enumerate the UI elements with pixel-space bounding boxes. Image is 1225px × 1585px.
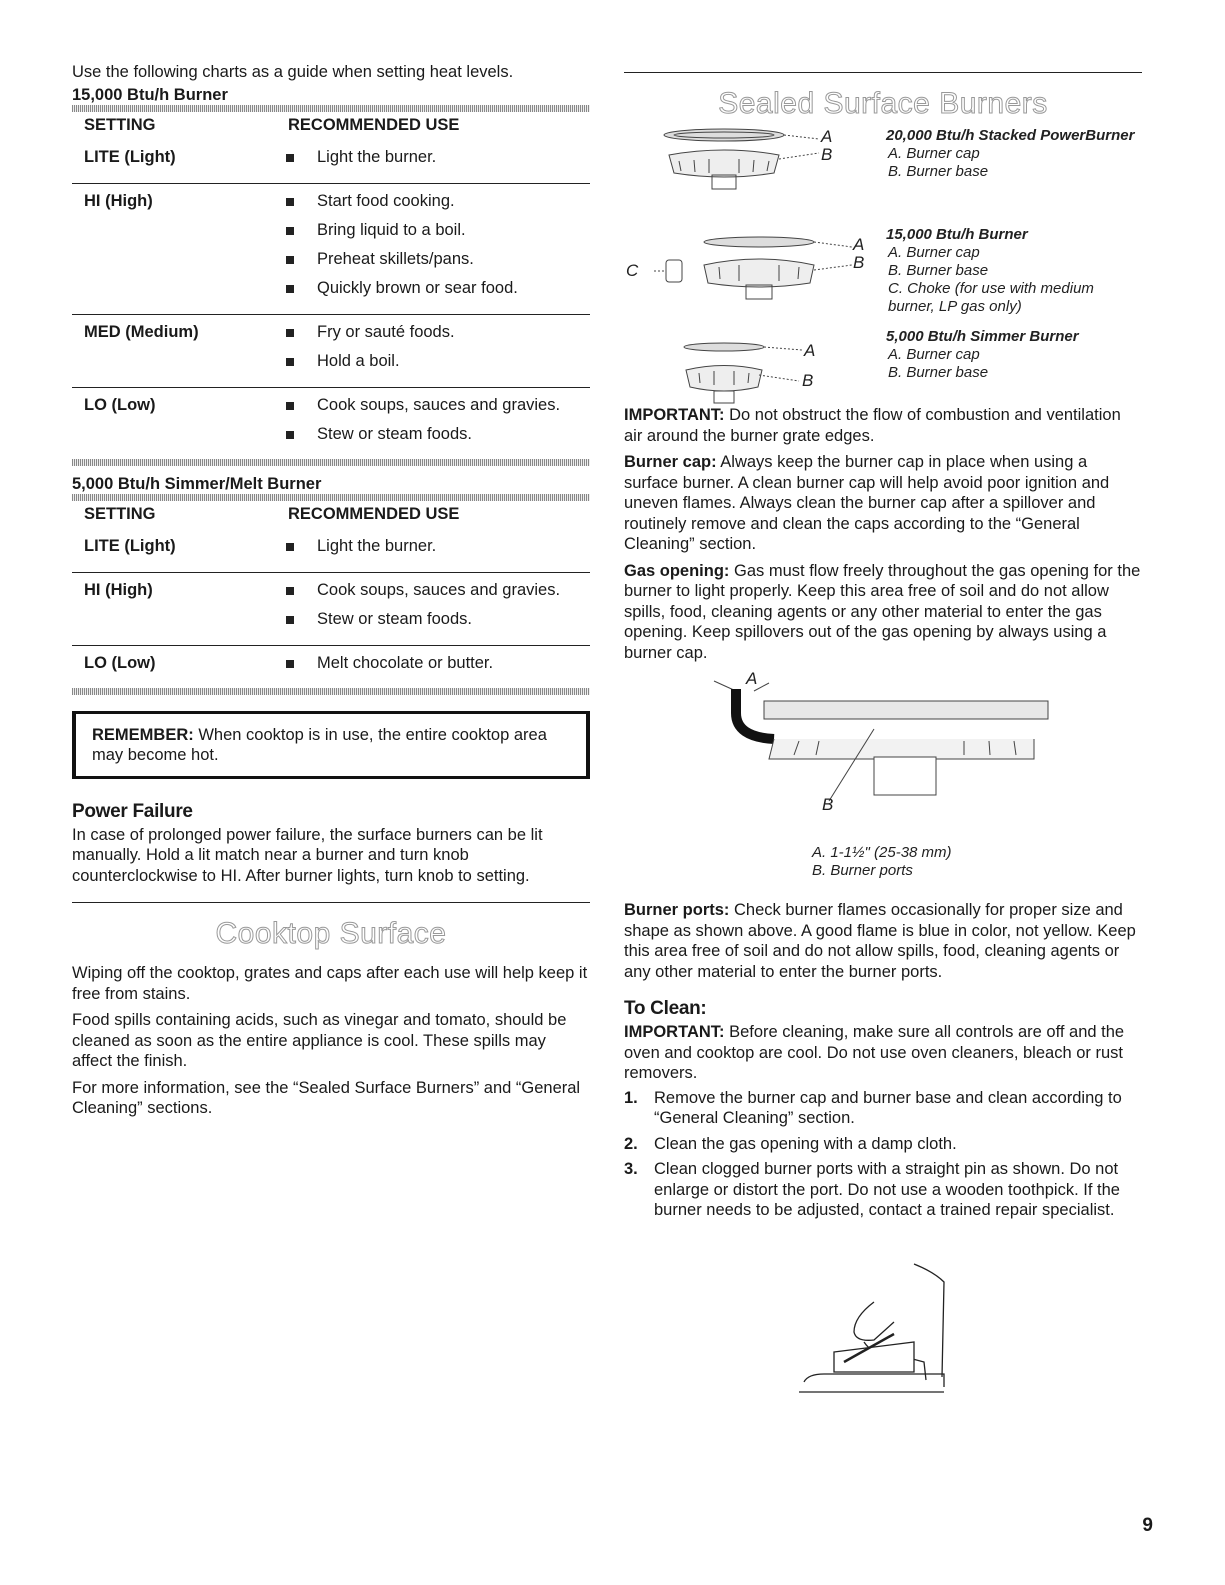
table-row bbox=[72, 387, 590, 460]
table-row bbox=[72, 645, 590, 689]
burner-cap-label: Burner cap: bbox=[624, 453, 717, 471]
heat-table-5000 bbox=[72, 501, 590, 689]
to-clean-important-text: Before cleaning, make sure all controls are off and the oven and cooktop are cool. Do not use oven cleaners, bleach or rust removers. bbox=[624, 1023, 1125, 1082]
left-column bbox=[72, 62, 590, 1125]
label-a: A bbox=[746, 669, 758, 688]
setting-cell: LITE (Light) bbox=[72, 529, 276, 573]
setting-cell: LO (Low) bbox=[84, 653, 156, 672]
uses-cell bbox=[276, 183, 590, 314]
power-failure-text: In case of prolonged power failure, the surface burners can be lit manually. Hold a lit match near a burner and turn knob counterclockwise to HI. After burner lights, turn knob to setting. bbox=[72, 825, 543, 885]
burner-ports-label: Burner ports: bbox=[624, 901, 730, 919]
bullet-icon bbox=[286, 587, 294, 595]
use-item bbox=[276, 148, 590, 177]
table1-title: 15,000 Btu/h Burner bbox=[72, 85, 228, 104]
burner1-caption bbox=[886, 127, 1136, 181]
simmer-burner-drawing bbox=[684, 343, 802, 403]
use-text: Hold a boil. bbox=[317, 351, 400, 370]
bullet-icon bbox=[286, 358, 294, 366]
page-number: 9 bbox=[1142, 1515, 1153, 1536]
use-item bbox=[276, 323, 590, 352]
table2-title: 5,000 Btu/h Simmer/Melt Burner bbox=[72, 474, 322, 493]
step-text: Remove the burner cap and burner base and clean according to “General Cleaning” section. bbox=[654, 1088, 1122, 1127]
setting-cell: MED (Medium) bbox=[72, 314, 276, 387]
label-b: B bbox=[821, 145, 833, 164]
label-c: C bbox=[626, 261, 639, 280]
ports-caption-a: A. 1-1½" (25-38 mm) bbox=[812, 844, 952, 861]
remember-text: When cooktop is in use, the entire cooktop area may become hot. bbox=[92, 725, 547, 764]
uses-cell bbox=[276, 645, 590, 689]
use-text: Bring liquid to a boil. bbox=[317, 220, 466, 239]
table-row bbox=[72, 572, 590, 645]
setting-cell: HI (High) bbox=[72, 572, 276, 645]
intro-text: Use the following charts as a guide when setting heat levels. bbox=[72, 63, 514, 81]
remember-callout bbox=[72, 711, 590, 779]
uses-cell bbox=[276, 529, 590, 573]
burner1-title: 20,000 Btu/h Stacked PowerBurner bbox=[886, 127, 1135, 144]
burner-ports-text: Check burner flames occasionally for proper size and shape as shown above. A good flame is blue in color, not yellow. Keep this area free of soil and do not allow spills, food, cleaning agents or any other material to enter the burner ports. bbox=[624, 901, 1136, 981]
use-item bbox=[276, 610, 590, 639]
use-text: Light the burner. bbox=[317, 147, 437, 166]
burner-diagram bbox=[624, 125, 1142, 425]
use-text: Quickly brown or sear food. bbox=[317, 278, 518, 297]
label-b: B bbox=[853, 253, 865, 272]
burner-illustration bbox=[624, 125, 904, 425]
table-hatch-rule bbox=[72, 494, 590, 501]
burner-ports-figure bbox=[624, 669, 1142, 844]
use-text: Stew or steam foods. bbox=[317, 424, 472, 443]
table-row bbox=[72, 140, 590, 184]
sealed-burners-heading: Sealed Surface Burners bbox=[718, 87, 1048, 120]
col-recommended-use: RECOMMENDED USE bbox=[288, 116, 460, 134]
setting-cell: LO (Low) bbox=[84, 395, 156, 414]
cooktop-paragraph-3: For more information, see the “Sealed Surface Burners” and “General Cleaning” sections. bbox=[72, 1078, 581, 1117]
bullet-icon bbox=[286, 285, 294, 293]
important-text: Do not obstruct the flow of combustion and ventilation air around the burner grate edges. bbox=[624, 406, 1121, 445]
uses-cell bbox=[276, 387, 590, 460]
col-recommended-use: RECOMMENDED USE bbox=[288, 505, 460, 523]
uses-cell bbox=[276, 572, 590, 645]
use-item bbox=[276, 654, 590, 683]
section-divider bbox=[72, 902, 590, 903]
use-text: Cook soups, sauces and gravies. bbox=[317, 395, 561, 414]
bullet-icon bbox=[286, 154, 294, 162]
burner-ports-drawing bbox=[624, 669, 1142, 809]
label-a: A bbox=[853, 235, 865, 254]
use-text: Fry or sauté foods. bbox=[317, 322, 455, 341]
gas-opening-label: Gas opening: bbox=[624, 561, 730, 580]
cleaning-step: 2. Clean the gas opening with a damp cloth. bbox=[624, 1134, 957, 1153]
burner1-cap-label: A. Burner cap bbox=[888, 145, 980, 162]
table-row bbox=[72, 183, 590, 314]
to-clean-heading: To Clean: bbox=[624, 998, 707, 1019]
section-divider bbox=[624, 72, 1142, 73]
setting-cell: HI (High) bbox=[72, 183, 276, 314]
step-text: Clean the gas opening with a damp cloth. bbox=[654, 1134, 957, 1153]
use-item bbox=[276, 396, 590, 425]
table-header bbox=[72, 501, 590, 529]
cooktop-paragraph-1: Wiping off the cooktop, grates and caps after each use will help keep it free from stains. bbox=[72, 964, 588, 1003]
use-item bbox=[276, 352, 590, 381]
use-item bbox=[276, 192, 590, 221]
cleaning-step: 1. Remove the burner cap and burner base and clean according to “General Cleaning” section. bbox=[624, 1088, 1142, 1129]
table-row bbox=[72, 529, 590, 573]
gas-opening-paragraph bbox=[624, 561, 1142, 664]
label-a: A bbox=[821, 127, 833, 146]
use-item bbox=[276, 425, 590, 454]
burner-cap-paragraph bbox=[624, 452, 1142, 555]
ports-caption-b: B. Burner ports bbox=[812, 862, 913, 879]
stacked-powerburner-drawing bbox=[664, 129, 819, 189]
burner3-base-label: B. Burner base bbox=[888, 364, 989, 381]
table-hatch-rule bbox=[72, 459, 590, 466]
table-header bbox=[72, 112, 590, 140]
col-setting: SETTING bbox=[84, 116, 156, 134]
ports-figure-caption bbox=[812, 844, 1142, 880]
bullet-icon bbox=[286, 329, 294, 337]
to-clean-important-label: IMPORTANT: bbox=[624, 1023, 725, 1041]
use-item bbox=[276, 250, 590, 279]
bullet-icon bbox=[286, 256, 294, 264]
label-a: A bbox=[804, 341, 816, 360]
burner3-cap-label: A. Burner cap bbox=[888, 346, 980, 363]
uses-cell bbox=[276, 314, 590, 387]
step-text: Clean clogged burner ports with a straight pin as shown. Do not enlarge or distort the port. Do not use a wooden toothpick. If the burner needs to be adjusted, contact a trained repair specialist. bbox=[654, 1160, 1120, 1219]
burner1-base-label: B. Burner base bbox=[888, 163, 989, 180]
use-text: Stew or steam foods. bbox=[317, 609, 472, 628]
power-failure-heading: Power Failure bbox=[72, 800, 193, 822]
right-column bbox=[624, 62, 1142, 1226]
bullet-icon bbox=[286, 543, 294, 551]
col-setting: SETTING bbox=[84, 505, 156, 523]
use-text: Cook soups, sauces and gravies. bbox=[317, 580, 561, 599]
cooktop-paragraph-2: Food spills containing acids, such as vinegar and tomato, should be cleaned as soon as the entire appliance is cool. These spills may affect the finish. bbox=[72, 1011, 567, 1070]
table-row bbox=[72, 314, 590, 387]
use-item bbox=[276, 221, 590, 250]
use-text: Light the burner. bbox=[317, 536, 437, 555]
burner2-base-label: B. Burner base bbox=[888, 262, 989, 279]
uses-cell bbox=[276, 140, 590, 184]
use-text: Preheat skillets/pans. bbox=[317, 249, 474, 268]
burner2-cap-label: A. Burner cap bbox=[888, 244, 980, 261]
burner3-title: 5,000 Btu/h Simmer Burner bbox=[886, 328, 1079, 345]
table-hatch-rule bbox=[72, 688, 590, 695]
bullet-icon bbox=[286, 402, 294, 410]
remember-label: REMEMBER: bbox=[92, 725, 194, 744]
burner-cap-text: Always keep the burner cap in place when using a surface burner. A clean burner cap will help avoid poor ignition and uneven flames. Always clean the burner cap after a spillover and routinely remove and clean the caps according to the “General Cleaning” section. bbox=[624, 453, 1110, 553]
gas-opening-text: Gas must flow freely throughout the gas opening for the burner to light properly. Keep this area free of soil and do not allow spills, food, cleaning agents or any other material to enter the gas opening. Keep spillovers out of the gas opening by always using a burner cap. bbox=[624, 561, 1141, 662]
bullet-icon bbox=[286, 616, 294, 624]
label-b: B bbox=[802, 371, 814, 390]
bullet-icon bbox=[286, 198, 294, 206]
bullet-icon bbox=[286, 431, 294, 439]
burner2-choke-label: C. Choke (for use with medium burner, LP gas only) bbox=[888, 280, 1094, 315]
to-clean-important bbox=[624, 1022, 1142, 1084]
burner-ports-paragraph bbox=[624, 900, 1142, 982]
heat-table-15000 bbox=[72, 112, 590, 460]
use-item bbox=[276, 581, 590, 610]
important-label: IMPORTANT: bbox=[624, 406, 725, 424]
cleaning-pin-illustration bbox=[794, 1262, 994, 1412]
cleaning-step: 3. Clean clogged burner ports with a straight pin as shown. Do not enlarge or distort the port. Do not use a wooden toothpick. If the burner needs to be adjusted, contact a trained repair specialist. bbox=[624, 1159, 1142, 1221]
use-text: Melt chocolate or butter. bbox=[317, 653, 494, 672]
cleaning-steps bbox=[624, 1088, 1142, 1221]
use-item bbox=[276, 279, 590, 308]
table-hatch-rule bbox=[72, 105, 590, 112]
standard-burner-drawing bbox=[654, 237, 852, 299]
use-item bbox=[276, 537, 590, 566]
bullet-icon bbox=[286, 660, 294, 668]
burner2-title: 15,000 Btu/h Burner bbox=[886, 226, 1028, 243]
label-b: B bbox=[822, 795, 834, 814]
setting-cell: LITE (Light) bbox=[72, 140, 276, 184]
cooktop-surface-heading: Cooktop Surface bbox=[215, 917, 447, 950]
bullet-icon bbox=[286, 227, 294, 235]
burner2-caption bbox=[886, 226, 1136, 316]
use-text: Start food cooking. bbox=[317, 191, 455, 210]
burner3-caption bbox=[886, 328, 1136, 382]
